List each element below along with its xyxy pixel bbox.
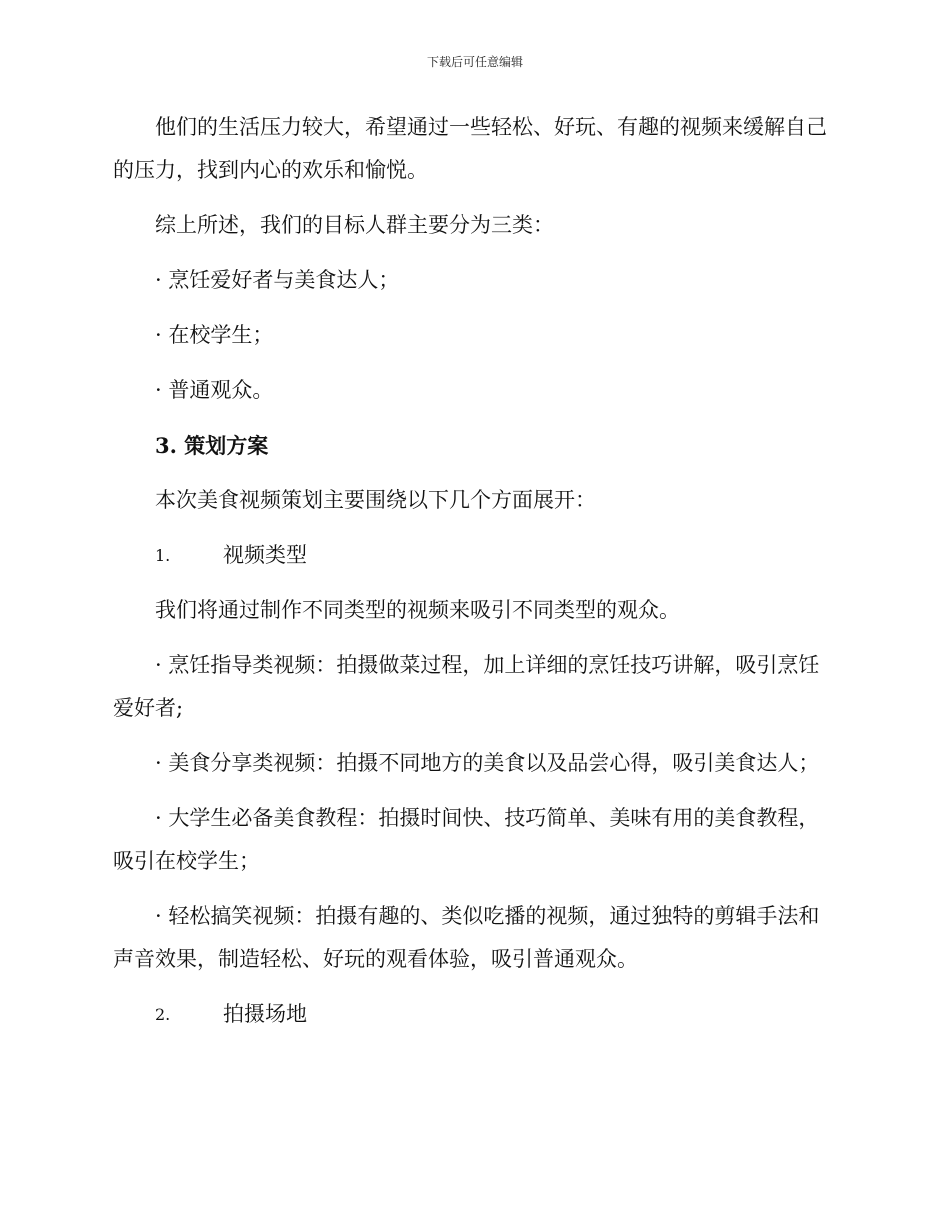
- item-text: 视频类型: [223, 543, 307, 567]
- paragraph-pressure: 他们的生活压力较大，希望通过一些轻松、好玩、有趣的视频来缓解自己的压力，找到内心的欢乐和愉悦。: [113, 115, 827, 182]
- paragraph-plan-intro: 本次美食视频策划主要围绕以下几个方面展开：: [155, 488, 596, 512]
- section-heading-plan: 3. 策划方案: [155, 433, 269, 458]
- numbered-item-video-type: [113, 534, 831, 577]
- page-header: 下载后可任意编辑: [426, 55, 523, 69]
- paragraph-video-types: 我们将通过制作不同类型的视频来吸引不同类型的观众。: [155, 598, 680, 622]
- paragraph-summary: 综上所述，我们的目标人群主要分为三类：: [155, 213, 554, 237]
- document-body: [113, 106, 831, 1048]
- bullet-funny-video: · 轻松搞笑视频：拍摄有趣的、类似吃播的视频，通过独特的剪辑手法和声音效果，制造轻松、好玩的观看体验，吸引普通观众。: [113, 904, 820, 971]
- bullet-general-audience: · 普通观众。: [155, 378, 274, 402]
- bullet-cooking-guide: · 烹饪指导类视频：拍摄做菜过程，加上详细的烹饪技巧讲解，吸引烹饪爱好者;: [113, 653, 820, 720]
- numbered-item-location: [113, 993, 831, 1036]
- bullet-food-sharing: · 美食分享类视频：拍摄不同地方的美食以及品尝心得，吸引美食达人；: [155, 751, 820, 775]
- bullet-cooking-lovers: · 烹饪爱好者与美食达人；: [155, 268, 400, 292]
- item-text: 拍摄场地: [223, 1002, 307, 1026]
- bullet-student-tutorial: · 大学生必备美食教程：拍摄时间快、技巧简单、美味有用的美食教程，吸引在校学生；: [113, 806, 820, 873]
- bullet-students: · 在校学生；: [155, 323, 274, 347]
- item-number: 2.: [155, 1005, 171, 1024]
- item-number: 1.: [155, 546, 171, 565]
